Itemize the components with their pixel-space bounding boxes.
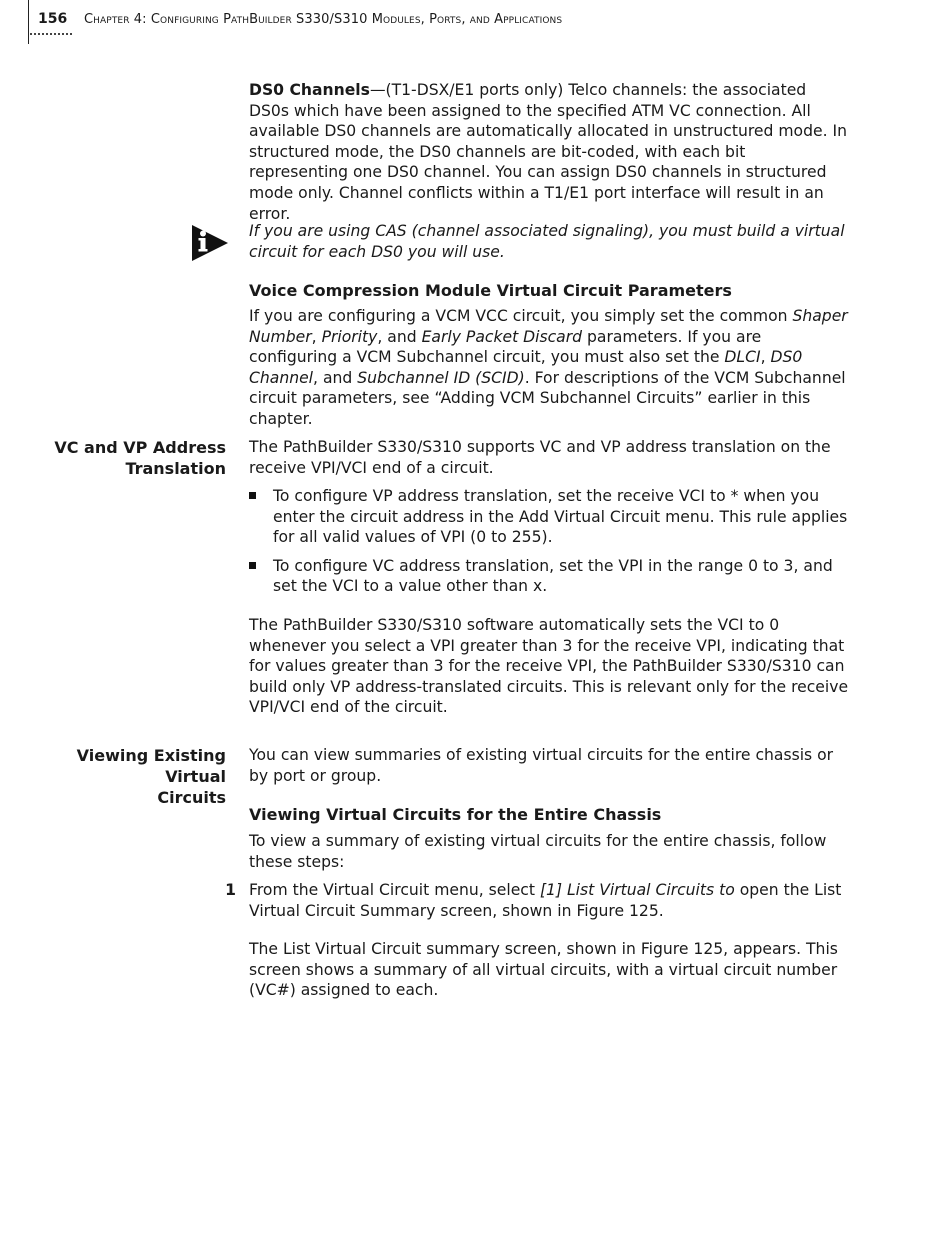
ds0-text: —(T1-DSX/E1 ports only) Telco channels: the associated DS0s which have been assigned to the specified ATM VC connection. All available DS0 channels are automatically allocated in unstructured mode. In structured mode, the DS0 channels are bit-coded, with each bit representing one DS0 channel. You can assign DS0 channels in structured mode only. Channel conflicts within a T1/E1 port interface will result in an error. [249,81,847,223]
step-italic-text: [1] List Virtual Circuits to [539,881,735,899]
list-item [249,556,849,597]
step-number: 1 [225,881,236,899]
vcvp-after-paragraph: The PathBuilder S330/S310 software automatically sets the VCI to 0 whenever you select a VPI greater than 3 for the receive VPI, indicating that for values greater than 3 for the receive VPI, the PathBuilder S330/S310 can build only VP address-translated circuits. This is relevant only for the receive VPI/VCI end of the circuit. [249,616,849,717]
step-text: From the Virtual Circuit menu, select [249,881,540,899]
vcm-italic-term: DS0 Channel [249,348,803,387]
list-item-text: To configure VC address translation, set the VPI in the range 0 to 3, and set the VCI to a value other than x. [273,556,833,596]
list-item [249,486,849,548]
section-heading-line: Viewing Existing Virtual [76,746,226,786]
section-heading-line: Circuits [157,788,226,807]
header-rule-dotted [30,33,72,35]
vcm-heading: Voice Compression Module Virtual Circuit Parameters [249,281,732,300]
vcm-italic-term: Priority [321,327,378,346]
vcvp-bullet-list [249,486,849,605]
vcm-text: , [760,348,771,367]
viewing-closing-paragraph: The List Virtual Circuit summary screen, shown in Figure 125, appears. This screen shows a summary of all virtual circuits, with a virtual circuit number (VC#) assigned to each. [249,940,838,1000]
vcvp-intro: The PathBuilder S330/S310 supports VC and VP address translation on the receive VPI/VCI end of a circuit. [249,438,831,477]
viewing-subheading: Viewing Virtual Circuits for the Entire Chassis [249,805,662,824]
vcm-italic-term: Subchannel ID (SCID) [357,368,525,387]
vcm-italic-term: Early Packet Discard [421,327,583,346]
viewing-intro: You can view summaries of existing virtual circuits for the entire chassis or by port or group. [249,746,834,785]
ds0-term: DS0 Channels [249,81,370,99]
page-number: 156 [38,11,68,27]
step-text: open the List Virtual Circuit Summary screen, shown in Figure 125. [249,881,842,920]
running-head: Chapter 4: Configuring PathBuilder S330/S310 Modules, Ports, and Applications [84,12,563,27]
vcm-text: , [311,327,322,346]
vcm-text: . For descriptions of the VCM Subchannel circuit parameters, see “Adding VCM Subchannel Circuits” earlier in this chapter. [249,368,846,428]
step-1-text [249,880,849,921]
ds0-channels-paragraph [249,80,849,224]
vcm-italic-term: Shaper Number [249,307,848,346]
vcm-text: , and [313,368,358,387]
section-heading-viewing-circuits [20,745,226,808]
section-heading-vc-vp-translation [20,437,226,479]
section-heading-line: VC and VP Address [54,438,226,457]
section-heading-line: Translation [125,459,226,478]
note-text: If you are using CAS (channel associated signaling), you must build a virtual circuit for each DS0 you will use. [249,222,845,261]
info-icon [190,223,230,263]
viewing-steps-intro: To view a summary of existing virtual circuits for the entire chassis, follow these steps: [249,832,827,871]
header-rule-vertical [28,0,29,44]
vcm-paragraph [249,306,849,430]
list-item-text: To configure VP address translation, set the receive VCI to * when you enter the circuit address in the Add Virtual Circuit menu. This rule applies for all valid values of VPI (0 to 255). [273,487,848,547]
vcm-italic-term: DLCI [724,348,761,367]
vcm-text: If you are configuring a VCM VCC circuit, you simply set the common [249,307,793,325]
vcm-text: parameters. If you are configuring a VCM Subchannel circuit, you must also set the [249,327,762,367]
vcm-text: , and [377,327,422,346]
bullet-square-icon [249,492,256,499]
bullet-square-icon [249,562,256,569]
